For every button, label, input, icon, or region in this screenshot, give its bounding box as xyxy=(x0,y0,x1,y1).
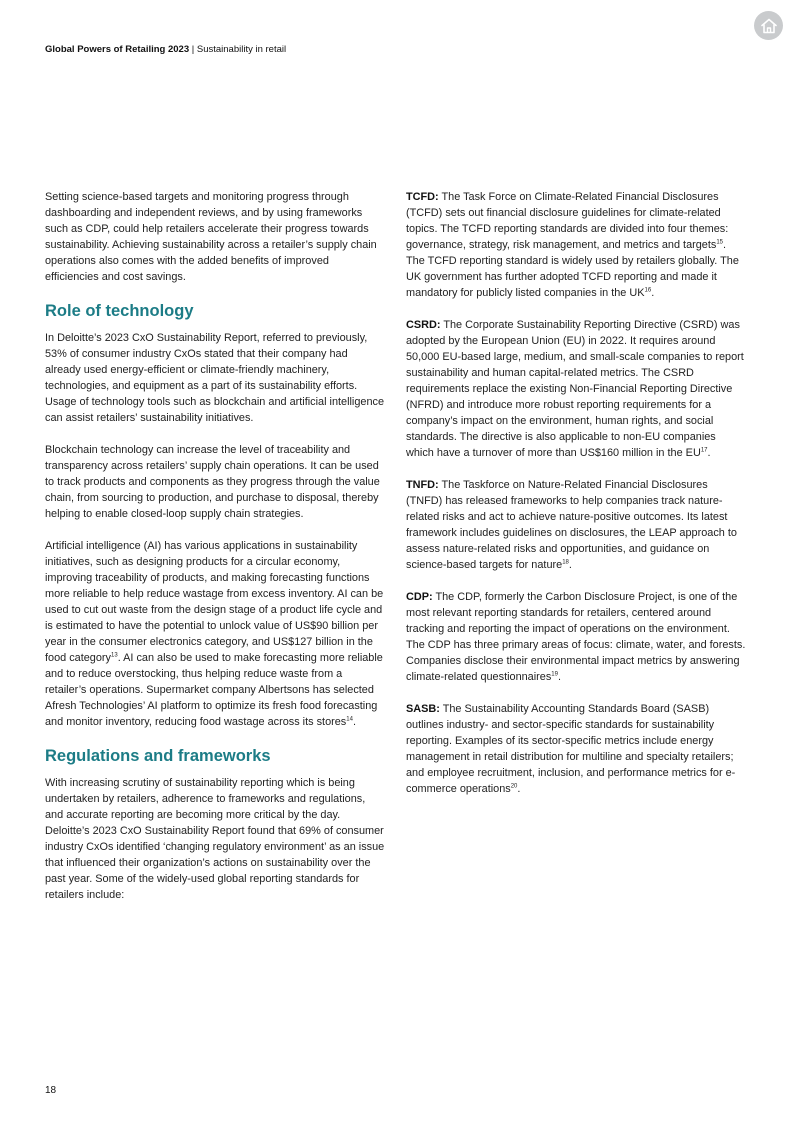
tnfd-end: . xyxy=(568,559,572,571)
csrd-text: The Corporate Sustainability Reporting Directive (CSRD) was adopted by the European Union (EU) in 2022. It requires around 50,000 EU-based large, medium, and small-scale companies to report sustainability and human capital-related metrics. The CSRD requirements replace the existing Non-Financial Reporting Directive (NFRD) and introduce more robust reporting requirements for a company’s impact on the environment, human rights, and social standards. The directive is also applicable to non-EU companies which have a turnover of more than US$160 million in the EU xyxy=(406,319,744,459)
csrd-item xyxy=(406,317,746,461)
section-title: Sustainability in retail xyxy=(196,44,287,55)
tcfd-text-1: The Task Force on Climate-Related Financial Disclosures (TCFD) sets out financial disclosure guidelines for climate-related topics. The TCFD reporting standards are divided into four themes: governance, strategy, risk management, and metrics and targets xyxy=(406,191,729,251)
sasb-term: SASB: xyxy=(406,703,440,715)
heading-role-of-technology: Role of technology xyxy=(45,302,194,320)
tnfd-item xyxy=(406,477,746,573)
technology-paragraph-3 xyxy=(45,538,385,730)
cdp-item xyxy=(406,589,746,685)
ai-text-part-1: Artificial intelligence (AI) has various applications in sustainability initiatives, such as designing products for a circular economy, improving traceability of products, and making forecasting functions more reliable to help reduce wastage from excess inventory. AI can be used to cut out waste from the design stage of a product life cycle and is estimated to have the potential to unlock value of US$90 billion per year in the consumer electronics category, and US$127 billion in the food category xyxy=(45,540,384,664)
technology-paragraph-2: Blockchain technology can increase the level of traceability and transparency across retailers’ supply chain operations. It can be used to track products and components as they progress through the value chain, from sourcing to production, and purchase to disposal, thereby helping to enable closed-loop supply chain strategies. xyxy=(45,444,380,520)
page-number: 18 xyxy=(45,1085,57,1096)
csrd-term: CSRD: xyxy=(406,319,441,331)
ai-text-part-2: . AI can also be used to make forecasting more reliable and to reduce overstocking, thus helping reduce waste from a retailer’s operations. Supermarket company Albertsons has selected Afresh Technologies’ AI platform to optimize its fresh food forecasting and monitor inventory, reducing food wastage across its stores xyxy=(45,652,383,728)
tnfd-term: TNFD: xyxy=(406,479,439,491)
tcfd-end: . xyxy=(651,287,655,299)
running-header xyxy=(45,44,286,55)
home-icon xyxy=(759,16,779,36)
footnote-ref-17[interactable]: 17 xyxy=(700,447,708,454)
tcfd-term: TCFD: xyxy=(406,191,439,203)
csrd-end: . xyxy=(707,447,711,459)
footnote-ref-16[interactable]: 16 xyxy=(644,287,652,294)
report-title: Global Powers of Retailing 2023 xyxy=(45,44,190,55)
intro-paragraph: Setting science-based targets and monitoring progress through dashboarding and independent reviews, and by using frameworks such as CDP, could help retailers accelerate their progress towards sustainability. Achieving sustainability across a retailer’s supply chain operations also comes with the added benefits of improved efficiencies and cost savings. xyxy=(45,191,377,283)
cdp-text: The CDP, formerly the Carbon Disclosure Project, is one of the most relevant reporting standards for retailers, centered around tracking and reporting the impact of operations on the environment. The CDP has three primary areas of focus: climate, water, and forests. Companies disclose their environmental impact metrics by answering climate-related questionnaires xyxy=(406,591,746,683)
home-button[interactable] xyxy=(754,11,783,40)
cdp-end: . xyxy=(557,671,562,683)
right-column xyxy=(406,189,746,813)
footnote-ref-13[interactable]: 13 xyxy=(111,652,118,659)
sasb-text: The Sustainability Accounting Standards Board (SASB) outlines industry- and sector-specific standards for sustainability reporting. Examples of its sector-specific metrics include energy management in retail distribution for multiline and specialty retailers; and employee recruitment, inclusion, and performance metrics for e-commerce operations xyxy=(406,703,736,795)
sasb-item xyxy=(406,701,746,797)
cdp-term: CDP: xyxy=(406,591,433,603)
sasb-end: . xyxy=(517,783,521,795)
footnote-ref-19[interactable]: 19 xyxy=(551,671,558,678)
technology-paragraph-1: In Deloitte’s 2023 CxO Sustainability Report, referred to previously, 53% of consumer industry CxOs stated that their company had already used energy-efficient or climate-friendly machinery, technologies, and equipment as a part of its sustainability efforts. Usage of technology tools such as blockchain and artificial intelligence can assist retailers’ sustainability initiatives. xyxy=(45,332,385,424)
left-column xyxy=(45,189,385,919)
header-separator: | xyxy=(191,44,195,55)
footnote-ref-14[interactable]: 14 xyxy=(346,716,353,723)
heading-regulations-and-frameworks: Regulations and frameworks xyxy=(45,747,271,765)
footnote-ref-15[interactable]: 15 xyxy=(716,239,724,246)
tnfd-text: The Taskforce on Nature-Related Financial Disclosures (TNFD) has released frameworks to help companies track nature-related risks and act to achieve nature-positive outcomes. Its latest framework includes guidelines on disclosures, the LEAP approach to assess nature-related risks and opportunities, and guidance on science-based targets for nature xyxy=(406,479,737,571)
footnote-ref-20[interactable]: 20 xyxy=(510,783,518,790)
ai-text-end: . xyxy=(352,716,356,728)
tcfd-item xyxy=(406,189,746,301)
regulations-paragraph: With increasing scrutiny of sustainability reporting which is being undertaken by retailers, adherence to frameworks and regulations, and accurate reporting are becoming more critical by the day. Deloitte’s 2023 CxO Sustainability Report found that 69% of consumer industry CxOs identified ‘changing regulatory environment’ as an issue that influenced their organization’s actions on sustainability over the past year. Some of the widely-used global reporting standards for retailers include: xyxy=(45,777,385,901)
tcfd-text-2: . The TCFD reporting standard is widely used by retailers globally. The UK government has further adopted TCFD reporting and made it mandatory for publicly listed companies in the UK xyxy=(406,239,739,299)
footnote-ref-18[interactable]: 18 xyxy=(562,559,569,566)
